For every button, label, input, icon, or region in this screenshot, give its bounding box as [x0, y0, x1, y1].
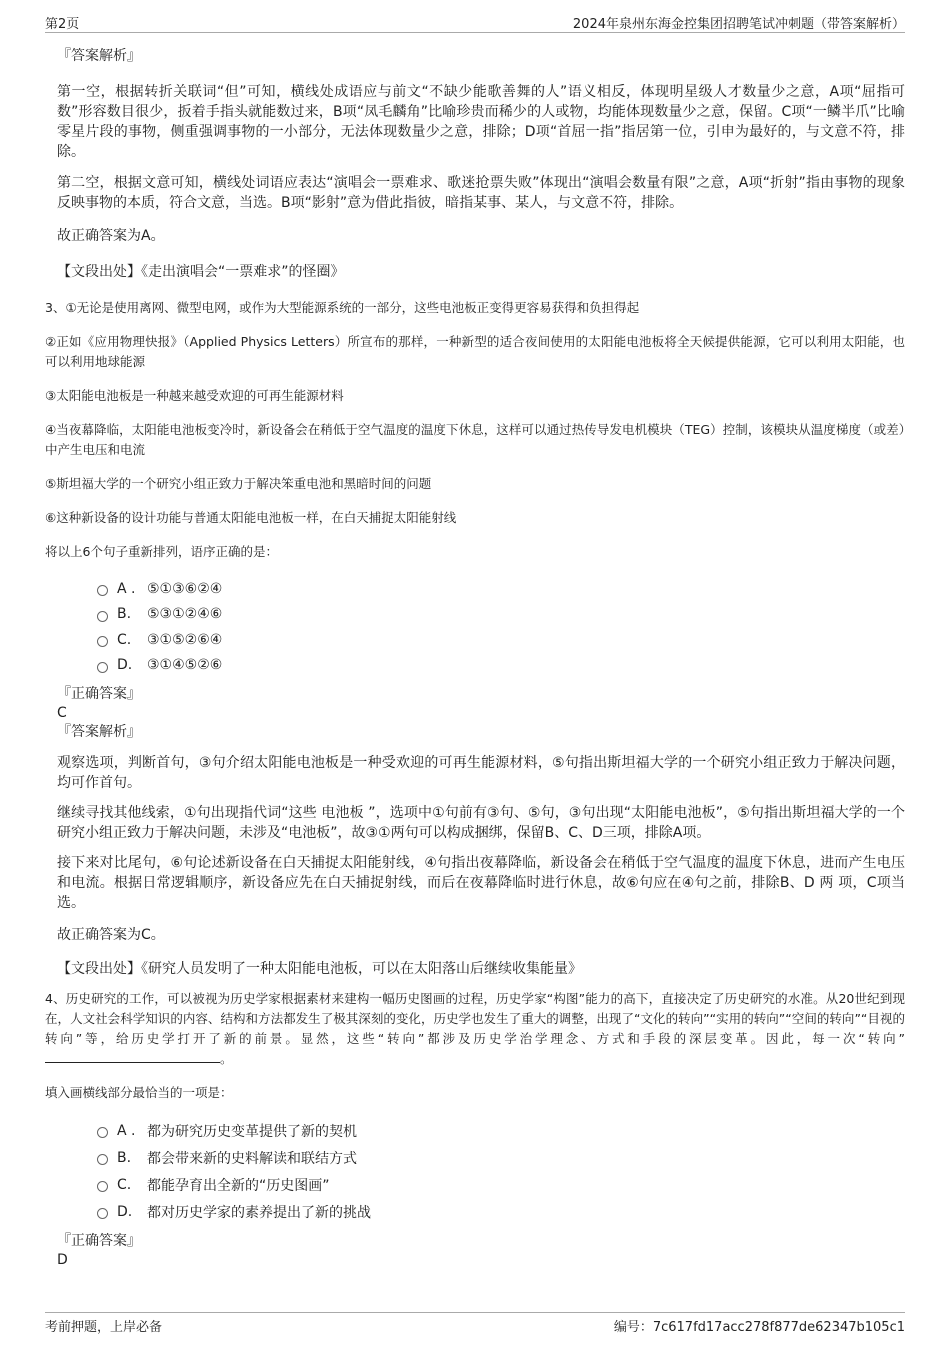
option-d[interactable]: D. ③①④⑤②⑥ — [97, 653, 905, 679]
option-c[interactable]: C. 都能孕育出全新的“历史图画” — [97, 1171, 905, 1198]
document-title: 2024年泉州东海金控集团招聘笔试冲刺题（带答案解析） — [572, 17, 905, 32]
page-number: 第2页 — [45, 17, 80, 32]
question-sentence: ④当夜幕降临，太阳能电池板变冷时，新设备会在稍低于空气温度的温度下休息，这样可以通过热传导发电机模块（TEG）控制，该模块从温度梯度（或差）中产生电压和电流 — [45, 422, 905, 457]
radio-icon[interactable] — [97, 1181, 108, 1192]
page-content — [45, 42, 905, 1269]
analysis-label: 『答案解析』 — [57, 724, 141, 740]
radio-icon[interactable] — [97, 1154, 108, 1165]
option-c[interactable]: C. ③①⑤②⑥④ — [97, 627, 905, 653]
question-sentence: ⑥这种新设备的设计功能与普通太阳能电池板一样，在白天捕捉太阳能射线 — [45, 510, 457, 525]
radio-icon[interactable] — [97, 1127, 108, 1138]
answer-options — [97, 576, 905, 678]
analysis-conclusion: 故正确答案为A。 — [57, 228, 165, 244]
analysis-paragraph: 接下来对比尾句，⑥句论述新设备在白天捕捉太阳能射线，④句指出夜幕降临，新设备会在稍低于空气温度的温度下休息，进而产生电压和电流。根据日常逻辑顺序，新设备应先在白天捕捉射线，而后在夜幕降临时进行休息，故⑥句应在④句之前，排除B、D 两 项，C项当选。 — [57, 855, 905, 911]
question-sentence: ⑤斯坦福大学的一个研究小组正致力于解决笨重电池和黑暗时间的问题 — [45, 476, 432, 491]
question-sentence: ③太阳能电池板是一种越来越受欢迎的可再生能源材料 — [45, 388, 344, 403]
correct-answer-label: 『正确答案』 — [57, 686, 141, 702]
option-a[interactable]: A . ⑤①③⑥②④ — [97, 576, 905, 602]
answer-options — [97, 1117, 905, 1225]
page-header — [45, 10, 905, 33]
question-prompt: 将以上6个句子重新排列，语序正确的是： — [45, 544, 278, 559]
question-sentence: ②正如《应用物理快报》（Applied Physics Letters）所宣布的那样，一种新型的适合夜间使用的太阳能电池板将全天候提供能源，它可以利用太阳能，也可以利用地球能源 — [45, 334, 905, 369]
option-d[interactable]: D. 都对历史学家的素养提出了新的挑战 — [97, 1198, 905, 1225]
analysis-conclusion: 故正确答案为C。 — [57, 927, 165, 943]
radio-icon[interactable] — [97, 585, 108, 596]
analysis-paragraph: 第二空，根据文意可知，横线处词语应表达“演唱会一票难求、歌迷抢票失败”体现出“演唱会数量有限”之意，A项“折射”指由事物的现象反映事物的本质，符合文意，当选。B项“影射”意为借此指彼，暗指某事、某人，与文意不符，排除。 — [57, 175, 905, 211]
page-footer — [45, 1312, 905, 1337]
radio-icon[interactable] — [97, 611, 108, 622]
passage-source: 【文段出处】《走出演唱会“一票难求”的怪圈》 — [57, 264, 345, 280]
analysis-paragraph: 第一空，根据转折关联词“但”可知，横线处成语应与前文“不缺少能歌善舞的人”语义相反，体现明星级人才数量少之意，A项“屈指可数”形容数目很少，扳着手指头就能数过来，B项“凤毛麟角”比喻珍贵而稀少的人或物，均能体现数量少之意，保留。C项“一鳞半爪”比喻零星片段的事物，侧重强调事物的一小部分，无法体现数量少之意，排除；D项“首屈一指”指居第一位，引申为最好的，与文意不符，排除。 — [57, 84, 905, 160]
option-b[interactable]: B. 都会带来新的史料解读和联结方式 — [97, 1144, 905, 1171]
footer-slogan: 考前押题，上岸必备 — [45, 1320, 163, 1335]
option-b[interactable]: B. ⑤③①②④⑥ — [97, 602, 905, 628]
fill-blank — [45, 1050, 220, 1063]
analysis-label: 『答案解析』 — [57, 48, 141, 64]
analysis-paragraph: 继续寻找其他线索，①句出现指代词“这些 电池板 ”，选项中①句前有③句、⑤句，③句出现“太阳能电池板”，⑤句指出斯坦福大学的一个研究小组正致力于解决问题，未涉及“电池板”，故③①两句可以构成捆绑，保留B、C、D三项，排除A项。 — [57, 805, 905, 841]
correct-answer: C — [57, 705, 67, 721]
radio-icon[interactable] — [97, 1208, 108, 1219]
question-sentence: 3、①无论是使用离网、微型电网，或作为大型能源系统的一部分，这些电池板正变得更容易获得和负担得起 — [45, 300, 640, 315]
option-a[interactable]: A . 都为研究历史变革提供了新的契机 — [97, 1117, 905, 1144]
correct-answer-label: 『正确答案』 — [57, 1233, 141, 1249]
analysis-paragraph: 观察选项，判断首句，③句介绍太阳能电池板是一种受欢迎的可再生能源材料，⑤句指出斯坦福大学的一个研究小组正致力于解决问题，均可作首句。 — [57, 755, 905, 791]
radio-icon[interactable] — [97, 636, 108, 647]
passage-source: 【文段出处】《研究人员发明了一种太阳能电池板，可以在太阳落山后继续收集能量》 — [57, 961, 582, 977]
question-prompt: 填入画横线部分最恰当的一项是： — [45, 1085, 233, 1100]
radio-icon[interactable] — [97, 662, 108, 673]
correct-answer: D — [57, 1252, 68, 1268]
document-id: 编号：7c617fd17acc278f877de62347b105c1 — [613, 1320, 905, 1335]
question-stem: 4、历史研究的工作，可以被视为历史学家根据素材来建构一幅历史图画的过程，历史学家“构图”能力的高下，直接决定了历史研究的水准。从20世纪到现在，人文社会科学知识的内容、结构和方法都发生了极其深刻的变化，历史学也发生了重大的调整，出现了“文化的转向”“实用的转向”“空间的转向”“目视的转向”等，给历史学打开了新的前景。显然，这些“转向”都涉及历史学治学理念、方式和手段的深层变革。因此，每一次“转向”。 — [45, 991, 905, 1066]
